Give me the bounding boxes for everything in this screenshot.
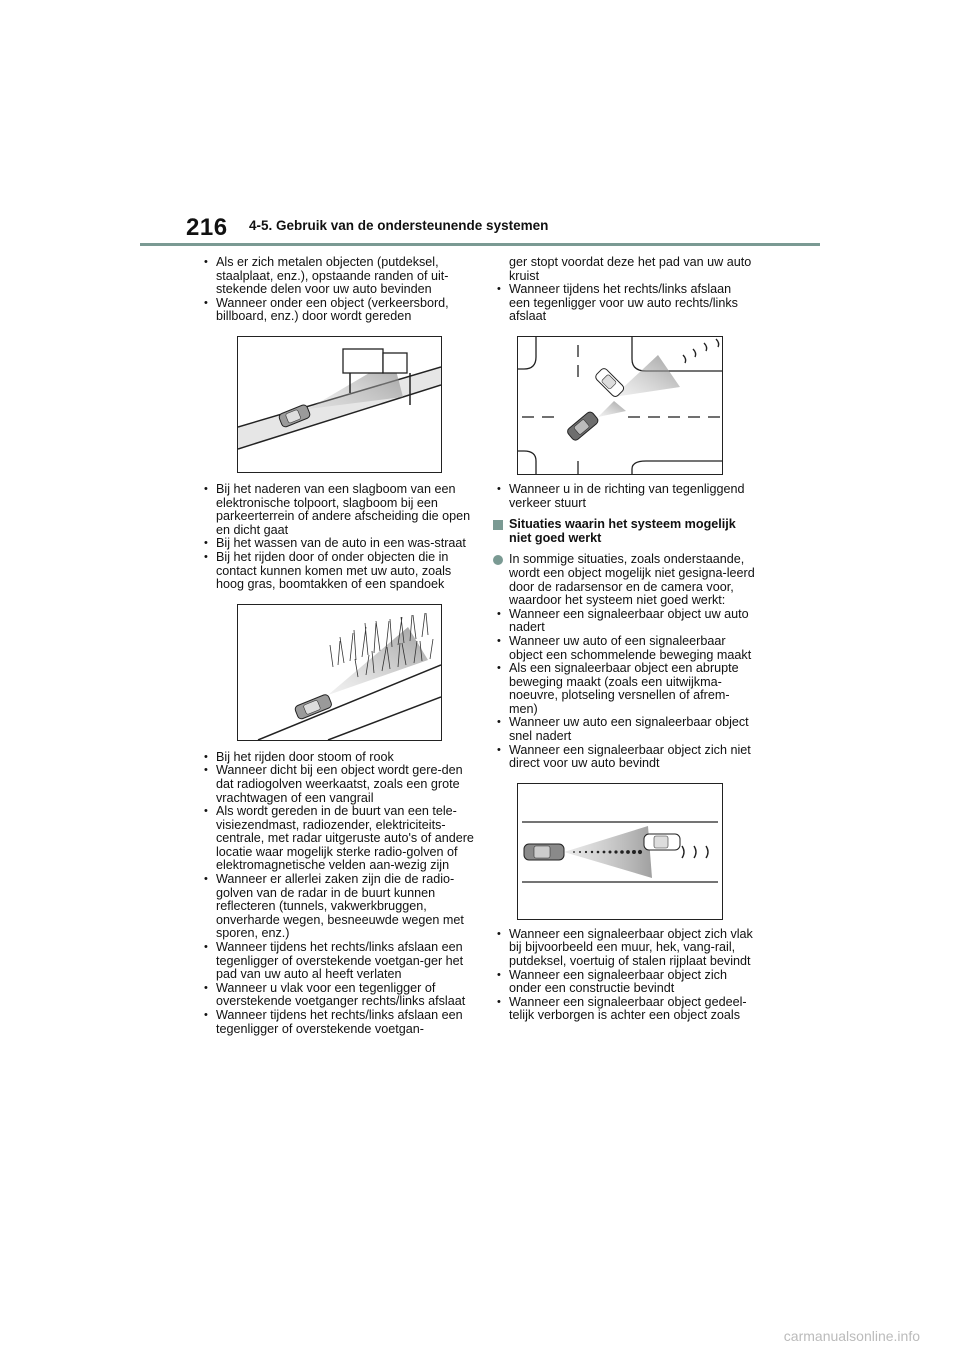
- list-item: • Wanneer uw auto of een signaleerbaar object een schommelende beweging maakt: [493, 635, 755, 662]
- left-column: [200, 256, 475, 1036]
- header-divider: [140, 243, 820, 246]
- list-item: • Wanneer uw auto een signaleerbaar object snel nadert: [493, 716, 755, 743]
- list-item: • Wanneer tijdens het rechts/links afslaan een tegenligger of overstekende voetgan-: [200, 1009, 475, 1036]
- right-list-4: [493, 928, 755, 1023]
- watermark: carmanualsonline.info: [783, 1328, 920, 1344]
- section-heading: Situaties waarin het systeem mogelijk niet goed werkt: [493, 518, 755, 545]
- left-list-2: [200, 483, 475, 592]
- list-item: • Wanneer tijdens het rechts/links afslaan een tegenligger voor uw auto rechts/links afslaat: [493, 283, 755, 324]
- continued-text: ger stopt voordat deze het pad van uw auto kruist: [509, 255, 752, 283]
- list-item: • Wanneer een signaleerbaar object zich niet direct voor uw auto bevindt: [493, 744, 755, 771]
- list-item: • Als een signaleerbaar object een abrupte beweging maakt (zoals een uitwijkma-noeuvre, plotseling versnellen of afrem-men): [493, 662, 755, 716]
- list-item: • Wanneer een signaleerbaar object zich vlak bij bijvoorbeeld een muur, hek, vang-rail, putdeksel, voertuig of stalen rijplaat bevindt: [493, 928, 755, 969]
- list-item: • Wanneer u in de richting van tegenliggend verkeer stuurt: [493, 483, 755, 510]
- illustration-intersection: [518, 337, 722, 474]
- list-item: • Wanneer tijdens het rechts/links afslaan een tegenligger of overstekende voetgan-ger het pad van uw auto al heeft verlaten: [200, 941, 475, 982]
- list-item: • Als er zich metalen objecten (putdeksel, staalplaat, enz.), opstaande randen of uit-stekende delen voor uw auto bevinden: [200, 256, 475, 297]
- section-title: 4-5. Gebruik van de ondersteunende systemen: [249, 218, 549, 233]
- right-list-1: [493, 283, 755, 324]
- right-list-2: [493, 483, 755, 510]
- figure-overhead-sign: [237, 336, 442, 473]
- figure-tall-grass: [237, 604, 442, 741]
- list-item: • Wanneer een signaleerbaar object zich onder een constructie bevindt: [493, 969, 755, 996]
- illustration-tall-grass: [238, 605, 441, 740]
- list-item: • Wanneer een signaleerbaar object gedeel-telijk verborgen is achter een object zoals: [493, 996, 755, 1023]
- left-list-1: [200, 256, 475, 324]
- illustration-offset-vehicle: [518, 784, 722, 919]
- left-list-3: [200, 751, 475, 1036]
- list-item: • Bij het rijden door of onder objecten die in contact kunnen komen met uw auto, zoals hoog gras, boomtakken of een spandoek: [200, 551, 475, 592]
- list-item: • Wanneer u vlak voor een tegenligger of overstekende voetganger rechts/links afslaat: [200, 982, 475, 1009]
- list-item: • Wanneer onder een object (verkeersbord, billboard, enz.) door wordt gereden: [200, 297, 475, 324]
- list-item: • Bij het naderen van een slagboom van een elektronische tolpoort, slagboom bij een parkeerterrein of andere afscheiding die open en dicht gaat: [200, 483, 475, 537]
- illustration-overhead-sign: [238, 337, 441, 472]
- right-list-3: [493, 608, 755, 771]
- right-column: [493, 256, 755, 1023]
- page-number: 216: [186, 214, 228, 241]
- figure-offset-vehicle: [517, 783, 723, 920]
- list-item: • Wanneer er allerlei zaken zijn die de radio-golven van de radar in de buurt kunnen reflecteren (tunnels, vakwerkbruggen, onverharde wegen, besneeuwde wegen met sporen, enz.): [200, 873, 475, 941]
- intro-paragraph: In sommige situaties, zoals onderstaande, wordt een object mogelijk niet gesigna-leerd door de radarsensor en de camera voor, waardoor het systeem niet goed werkt:: [493, 553, 755, 607]
- list-item: • Wanneer een signaleerbaar object uw auto nadert: [493, 608, 755, 635]
- list-item: • Als wordt gereden in de buurt van een tele-visiezendmast, radiozender, elektriciteits-centrale, met radar uitgeruste auto's of andere locatie waar mogelijk sterke radio-golven of elektromagnetische velden aan-wezig zijn: [200, 805, 475, 873]
- list-item: • Wanneer dicht bij een object wordt gere-den dat radiogolven weerkaatst, zoals een grote vrachtwagen of een vangrail: [200, 764, 475, 805]
- list-item: • Bij het rijden door stoom of rook: [200, 751, 475, 765]
- figure-intersection: [517, 336, 723, 475]
- list-item: • Bij het wassen van de auto in een was-straat: [200, 537, 475, 551]
